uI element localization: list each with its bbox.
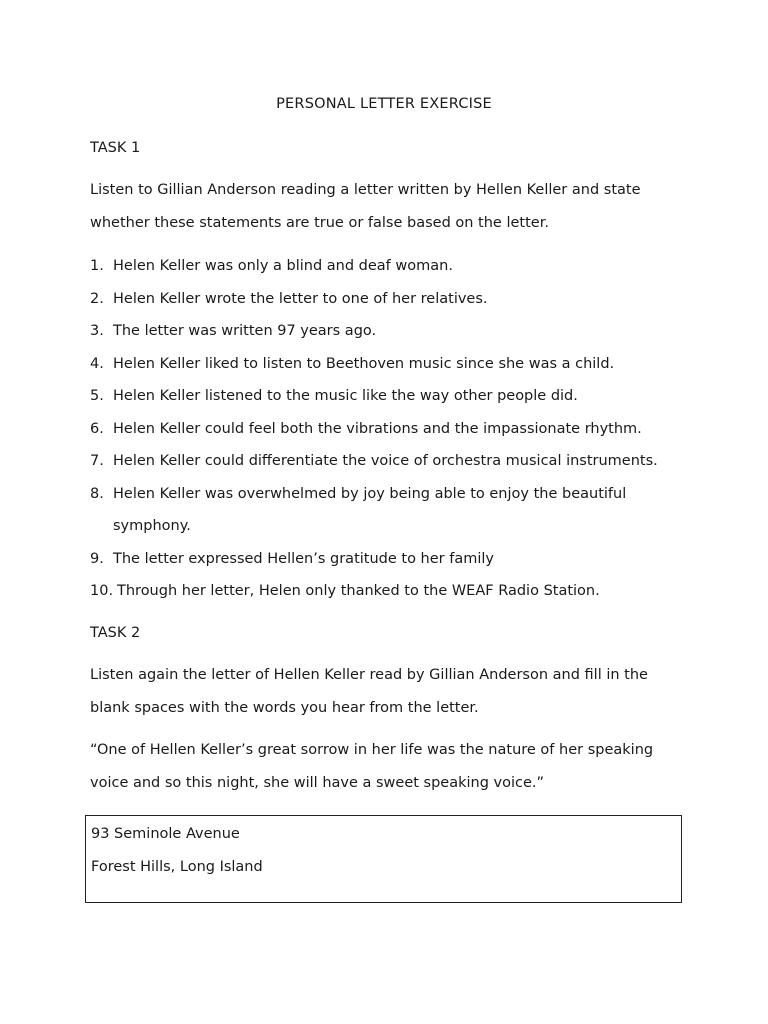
quote-line-2: voice and so this night, she will have a sweet speaking voice.”: [90, 774, 545, 791]
statement-item: [90, 250, 700, 283]
statement-number: 2.: [90, 290, 104, 307]
statement-text: Helen Keller could differentiate the voice of orchestra musical instruments.: [113, 453, 658, 469]
letter-address-box: [85, 815, 682, 903]
task1-statement-list: [90, 250, 700, 608]
statement-number: 9.: [90, 550, 104, 567]
statement-number: 4.: [90, 355, 104, 372]
task2-instruction: [90, 659, 690, 724]
statement-continuation: symphony.: [113, 518, 191, 534]
task2-quote: [90, 734, 690, 799]
statement-text: Helen Keller was only a blind and deaf woman.: [113, 258, 453, 274]
statement-item: [90, 575, 700, 608]
task1-instruction-line-2: whether these statements are true or false based on the letter.: [90, 214, 549, 231]
statement-item: [90, 445, 700, 478]
task1-instruction: [90, 174, 690, 239]
quote-line-1: “One of Hellen Keller’s great sorrow in her life was the nature of her speaking: [90, 742, 654, 758]
statement-item: [90, 380, 700, 413]
statement-item: [90, 283, 700, 316]
statement-number: 10.: [90, 583, 114, 599]
statement-item: [90, 543, 700, 576]
task1-instruction-line-1: Listen to Gillian Anderson reading a letter written by Hellen Keller and state: [90, 182, 641, 198]
task2-instruction-line-2: blank spaces with the words you hear from the letter.: [90, 699, 479, 716]
address-line-2: Forest Hills, Long Island: [91, 858, 263, 875]
page-title: PERSONAL LETTER EXERCISE: [276, 96, 492, 112]
statement-number: 6.: [90, 420, 104, 437]
statement-item: [90, 348, 700, 381]
address-line-1: 93 Seminole Avenue: [91, 826, 240, 842]
statement-text: Helen Keller listened to the music like the way other people did.: [113, 388, 578, 404]
statement-text: Through her letter, Helen only thanked to the WEAF Radio Station.: [117, 583, 600, 599]
statement-number: 1.: [90, 258, 104, 274]
statement-text: The letter was written 97 years ago.: [113, 323, 377, 339]
statement-text: Helen Keller wrote the letter to one of her relatives.: [113, 290, 488, 307]
statement-number: 7.: [90, 453, 104, 469]
statement-text: Helen Keller was overwhelmed by joy being able to enjoy the beautiful: [113, 485, 627, 502]
task2-heading: TASK 2: [90, 625, 141, 641]
statement-text: Helen Keller could feel both the vibrations and the impassionate rhythm.: [113, 420, 642, 437]
statement-item: [90, 413, 700, 446]
statement-number: 5.: [90, 388, 104, 404]
statement-text: Helen Keller liked to listen to Beethoven music since she was a child.: [113, 355, 615, 372]
statement-item: [90, 315, 700, 348]
statement-item: [90, 478, 700, 543]
statement-text: The letter expressed Hellen’s gratitude to her family: [113, 550, 494, 567]
task2-instruction-line-1: Listen again the letter of Hellen Keller read by Gillian Anderson and fill in the: [90, 667, 648, 683]
statement-number: 8.: [90, 485, 104, 502]
statement-number: 3.: [90, 323, 104, 339]
task1-heading: TASK 1: [90, 140, 141, 156]
